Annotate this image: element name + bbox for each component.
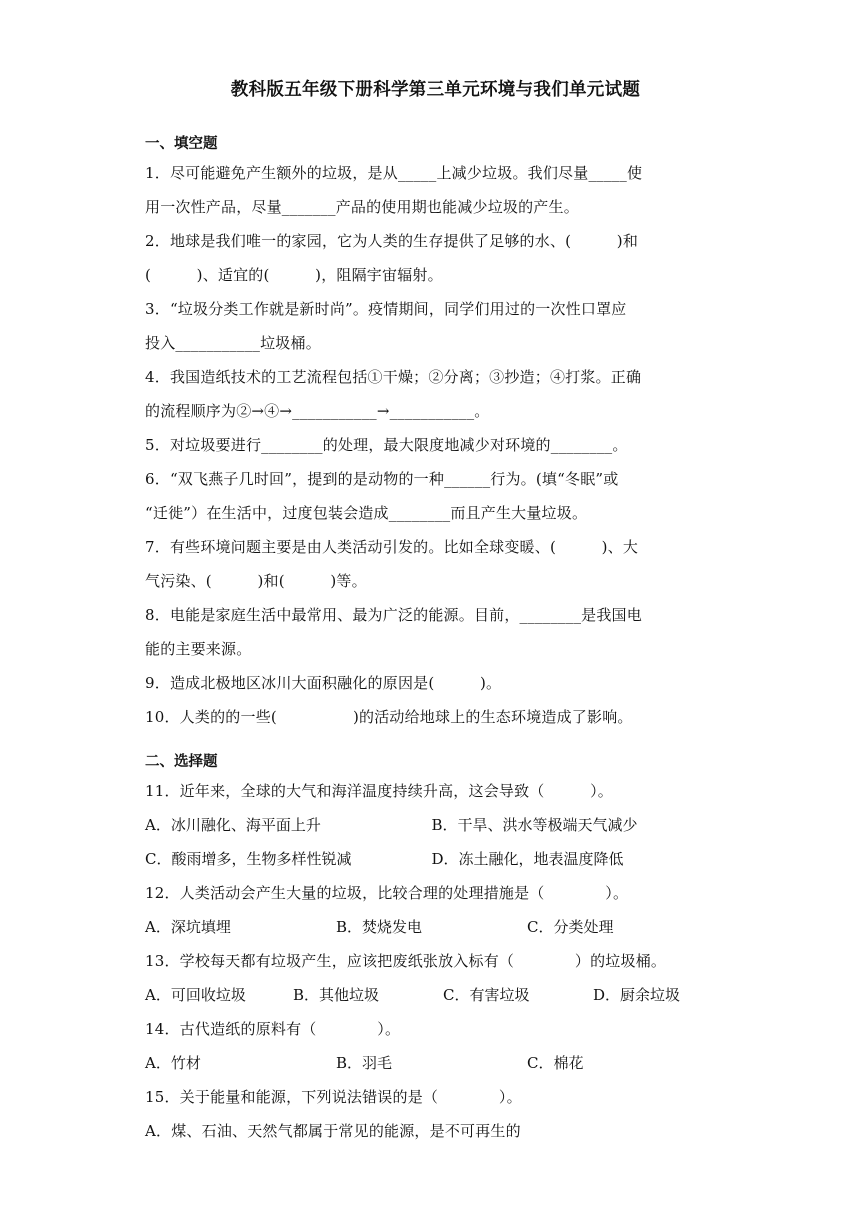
section-heading-multiple-choice: 二、选择题 <box>145 753 218 770</box>
question-line: 10．人类的的一些( )的活动给地球上的生态环境造成了影响。 <box>145 708 633 726</box>
question-line: 4．我国造纸技术的工艺流程包括①干燥；②分离；③抄造；④打浆。正确 <box>145 368 642 386</box>
question-13 <box>145 944 718 1012</box>
option-row <box>145 978 718 1012</box>
option-b: B．其他垃圾 <box>293 986 380 1004</box>
question-stem: 13．学校每天都有垃圾产生，应该把废纸张放入标有（ ）的垃圾桶。 <box>145 952 667 970</box>
option-d: D．厨余垃圾 <box>593 986 681 1004</box>
question-15 <box>145 1080 718 1148</box>
question-line: 投入___________垃圾桶。 <box>145 334 321 352</box>
question-line: 9．造成北极地区冰川大面积融化的原因是( )。 <box>145 674 502 692</box>
question-line: 能的主要来源。 <box>145 640 252 658</box>
question-line: 5．对垃圾要进行________的处理，最大限度地减少对环境的________。 <box>145 436 628 454</box>
option-row <box>145 808 718 842</box>
question-line: 3．“垃圾分类工作就是新时尚”。疫情期间，同学们用过的一次性口罩应 <box>145 300 627 318</box>
option-a: A．可回收垃圾 <box>145 986 246 1004</box>
question-line: 8．电能是家庭生活中最常用、最为广泛的能源。目前，________是我国电 <box>145 606 642 624</box>
option-c: C．棉花 <box>527 1054 584 1072</box>
question-line: 的流程顺序为②→④→___________→___________。 <box>145 402 490 420</box>
option-a: A．深坑填埋 <box>145 918 231 936</box>
option-b: B．羽毛 <box>336 1054 393 1072</box>
option-c: C．有害垃圾 <box>443 986 530 1004</box>
question-line: ( )、适宜的( )，阻隔宇宙辐射。 <box>145 266 443 284</box>
question-14 <box>145 1012 718 1080</box>
option-b: B．干旱、洪水等极端天气减少 <box>431 816 638 834</box>
question-stem: 15．关于能量和能源，下列说法错误的是（ ）。 <box>145 1088 522 1106</box>
question-line: 7．有些环境问题主要是由人类活动引发的。比如全球变暖、( )、大 <box>145 538 639 556</box>
question-line: 气污染、( )和( )等。 <box>145 572 367 590</box>
option-row <box>145 842 718 876</box>
option-row <box>145 1046 718 1080</box>
question-11 <box>145 774 718 876</box>
option-d: D．冻土融化，地表温度降低 <box>431 850 624 868</box>
option-row <box>145 910 718 944</box>
question-line: 1．尽可能避免产生额外的垃圾，是从_____上减少垃圾。我们尽量_____使 <box>145 164 643 182</box>
question-stem: 14．古代造纸的原料有（ ）。 <box>145 1020 401 1038</box>
option-c: C．酸雨增多，生物多样性锐减 <box>145 850 352 868</box>
question-stem: 11．近年来，全球的大气和海洋温度持续升高，这会导致（ ）。 <box>145 782 613 800</box>
question-line: 用一次性产品，尽量_______产品的使用期也能减少垃圾的产生。 <box>145 198 579 216</box>
question-line: 6．“双飞燕子几时回”，提到的是动物的一种______行为。(填“冬眠”或 <box>145 470 619 488</box>
question-12 <box>145 876 718 944</box>
option-c: C．分类处理 <box>527 918 614 936</box>
section-heading-fill-in: 一、填空题 <box>145 135 218 152</box>
question-line: 2．地球是我们唯一的家园，它为人类的生存提供了足够的水、( )和 <box>145 232 639 250</box>
question-stem: 12．人类活动会产生大量的垃圾，比较合理的处理措施是（ ）。 <box>145 884 629 902</box>
fill-in-questions <box>145 156 718 734</box>
document-title: 教科版五年级下册科学第三单元环境与我们单元试题 <box>230 80 641 100</box>
option-a: A．煤、石油、天然气都属于常见的能源，是不可再生的 <box>145 1122 521 1140</box>
option-a: A．冰川融化、海平面上升 <box>145 816 321 834</box>
option-b: B．焚烧发电 <box>336 918 423 936</box>
option-a: A．竹材 <box>145 1054 201 1072</box>
question-line: “迁徙”）在生活中，过度包装会造成________而且产生大量垃圾。 <box>145 504 588 522</box>
